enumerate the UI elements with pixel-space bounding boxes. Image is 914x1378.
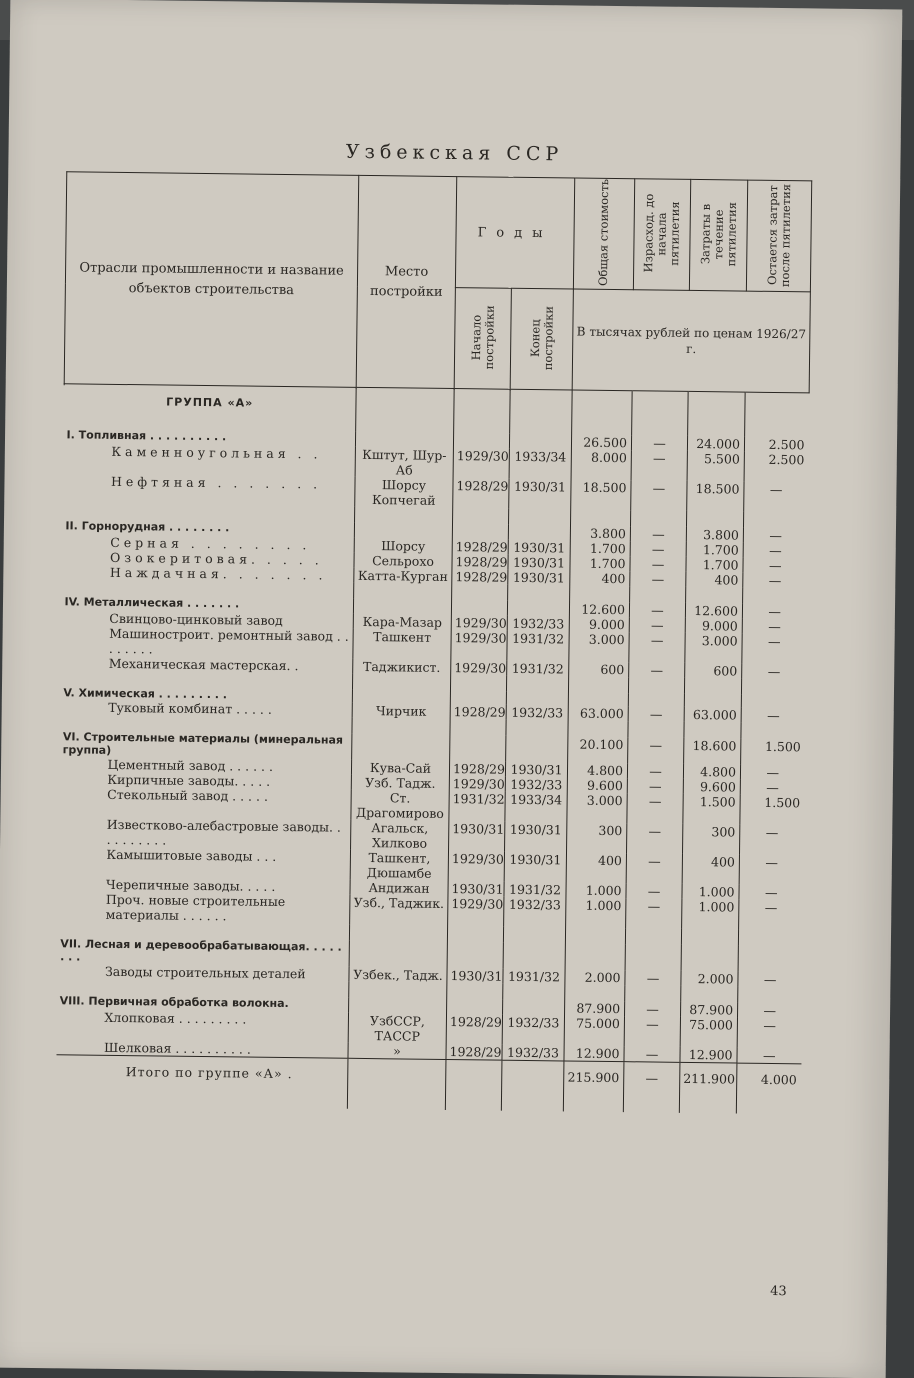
header-start: Начало постройки — [454, 288, 511, 390]
row-start: 1928/29 — [452, 554, 508, 570]
row-place — [354, 523, 452, 539]
row-total: 2.000 — [565, 969, 625, 985]
row-name: Заводы строительных деталей — [104, 963, 306, 982]
row-end — [506, 736, 568, 763]
row-total: 600 — [569, 661, 629, 677]
row-total: 12.900 — [564, 1045, 624, 1061]
row-end: 1931/32 — [504, 882, 566, 898]
row-total: 9.000 — [569, 616, 629, 632]
row-after: — — [737, 1018, 801, 1049]
row-during: 3.800 — [686, 527, 743, 543]
row-end: 1932/33 — [504, 897, 566, 928]
row-total: 63.000 — [568, 705, 628, 721]
row-during: 9.600 — [683, 779, 740, 795]
row-end: 1930/31 — [504, 852, 566, 883]
row-place: Андижан — [350, 880, 448, 896]
row-start: 1929/30 — [451, 615, 507, 631]
row-before: — — [630, 556, 686, 572]
row-place — [349, 941, 447, 968]
row-after: — — [739, 855, 803, 886]
row-before: — — [627, 823, 683, 854]
header-end: Конец постройки — [510, 288, 573, 390]
row-start: 1929/30 — [449, 776, 505, 792]
row-start — [450, 735, 506, 762]
row-after: — — [744, 482, 808, 513]
row-total: 8.000 — [571, 449, 631, 480]
total-before: — — [623, 1062, 680, 1113]
row-start — [447, 999, 503, 1015]
row-during: 63.000 — [684, 707, 741, 723]
row-total: 1.700 — [570, 555, 630, 571]
row-end: 1932/33 — [502, 1015, 564, 1046]
row-before: — — [624, 1046, 680, 1062]
row-place: Узбек., Тадж. — [349, 967, 447, 983]
row-after: — — [742, 634, 806, 665]
row-during: 87.900 — [681, 1002, 738, 1018]
row-place — [349, 998, 447, 1014]
row-during: 1.000 — [682, 899, 739, 930]
row-during: 2.000 — [681, 971, 738, 987]
row-start: 1928/29 — [446, 1044, 502, 1060]
row-during: 12.900 — [680, 1047, 737, 1063]
row-before: — — [631, 450, 687, 481]
row-during: 24.000 — [687, 436, 744, 452]
row-end — [507, 601, 569, 617]
row-before: — — [627, 778, 683, 794]
row-start: 1929/30 — [451, 660, 507, 676]
row-place: Узб. Тадж. — [351, 775, 449, 791]
row-before: — — [630, 541, 686, 557]
row-start: 1928/29 — [452, 569, 508, 585]
row-after: — — [737, 1048, 801, 1064]
row-before: — — [630, 571, 686, 587]
row-end: 1932/33 — [506, 705, 568, 721]
row-name: IV. Металлическая . . . . . . . — [64, 595, 240, 611]
row-after: — — [742, 619, 806, 635]
row-place: Ташкент — [353, 629, 451, 660]
header-spent-during: Затраты в течение пятилетия — [689, 179, 747, 291]
row-end: 1930/31 — [508, 555, 570, 571]
row-after: — — [740, 780, 804, 796]
row-end — [508, 525, 570, 541]
row-name: Известково-алебастровые заводы. . . . . . . . . . — [106, 816, 342, 848]
row-after: — — [743, 543, 807, 559]
row-start: 1928/29 — [452, 539, 508, 555]
row-before: — — [626, 853, 682, 884]
empty-cell — [347, 1058, 446, 1110]
row-start — [447, 942, 503, 969]
row-total — [565, 943, 625, 970]
row-before: — — [625, 1001, 681, 1017]
row-start — [452, 524, 508, 540]
row-place: Таджикист. — [353, 659, 451, 675]
row-end: 1930/31 — [505, 822, 567, 853]
row-after: — — [742, 664, 806, 680]
row-start — [453, 433, 509, 449]
row-after: 2.500 — [744, 437, 808, 453]
row-name: Каменноугольная . . — [111, 443, 322, 462]
row-total: 12.600 — [569, 601, 629, 617]
construction-table — [55, 171, 812, 1114]
row-before — [628, 693, 684, 707]
row-before: — — [626, 898, 682, 929]
row-name: Нефтяная . . . . . . . — [110, 473, 322, 492]
row-after: 1.500 — [740, 795, 804, 826]
row-during: 1.500 — [683, 794, 740, 825]
page-title: Узбекская ССР — [345, 140, 564, 166]
row-start: 1929/30 — [448, 851, 504, 882]
row-place: Агальск, Хилково — [351, 820, 449, 851]
page-number: 43 — [770, 1283, 787, 1300]
row-total: 1.700 — [570, 540, 630, 556]
row-during: 9.000 — [685, 618, 742, 634]
row-before: — — [630, 526, 686, 542]
row-name: Стекольный завод . . . . . — [107, 786, 269, 804]
row-name: Озокеритовая. . . . . — [109, 549, 323, 568]
header-units: В тысячах рублей по ценам 1926/27 г. — [572, 289, 810, 393]
row-place: Кара-Мазар — [353, 614, 451, 630]
row-before: — — [626, 883, 682, 899]
total-cost: 215.900 — [563, 1061, 624, 1112]
row-name: VII. Лесная и деревообрабатывающая. . . . . . . . — [60, 937, 342, 964]
row-name: VI. Строительные материалы (минеральная группа) — [62, 730, 344, 757]
table-body — [55, 384, 809, 1115]
row-end: 1932/33 — [507, 616, 569, 632]
row-total: 3.000 — [569, 631, 629, 662]
row-during: 75.000 — [680, 1017, 737, 1048]
row-place: Узб., Таджик. — [350, 895, 448, 926]
row-after: — — [740, 765, 804, 781]
row-start: 1930/31 — [448, 881, 504, 897]
row-before: — — [625, 970, 681, 986]
row-before: — — [627, 763, 683, 779]
row-name: Черепичные заводы. . . . . — [105, 876, 276, 894]
row-total — [568, 692, 628, 706]
row-during: 12.600 — [685, 603, 742, 619]
row-before: — — [628, 737, 684, 764]
row-name: I. Топливная . . . . . . . . . . — [66, 428, 227, 444]
total-during: 211.900 — [679, 1062, 737, 1113]
group-title: ГРУППА «А» — [166, 395, 254, 410]
row-total: 87.900 — [565, 1000, 625, 1016]
row-start: 1930/31 — [449, 821, 505, 852]
row-place — [353, 599, 451, 615]
row-end: 1933/34 — [509, 449, 571, 480]
row-name: Проч. новые строительные материалы . . . . . . — [105, 891, 286, 924]
row-before — [625, 944, 681, 971]
row-total: 9.600 — [567, 777, 627, 793]
row-during: 5.500 — [687, 451, 744, 482]
row-end: 1931/32 — [507, 631, 569, 662]
row-during: 1.000 — [682, 884, 739, 900]
row-name: Камышитовые заводы . . . — [106, 846, 277, 864]
row-place: Шорсу Копчегай — [355, 477, 453, 508]
row-start: 1929/30 — [453, 448, 509, 479]
row-name: Серная . . . . . . . . — [110, 534, 311, 553]
row-after: — — [743, 573, 807, 589]
row-start: 1929/30 — [448, 896, 504, 927]
row-end: 1933/34 — [505, 792, 567, 823]
row-end: 1931/32 — [507, 661, 569, 677]
row-place: Кштут, Шур-Аб — [355, 447, 453, 478]
row-before: — — [631, 480, 687, 511]
header-years: Годы — [455, 177, 574, 289]
row-after: — — [743, 528, 807, 544]
row-name: Наждачная. . . . . . . — [109, 564, 327, 583]
row-end: 1930/31 — [508, 540, 570, 556]
row-after: — — [741, 708, 805, 724]
header-total-cost: Общая стоимость — [573, 178, 634, 290]
row-name: Кирпичные заводы. . . . . — [107, 771, 271, 789]
row-name: Шелковая . . . . . . . . . . — [103, 1039, 251, 1057]
row-start: 1931/32 — [449, 791, 505, 822]
row-before: — — [629, 662, 685, 678]
row-total: 3.000 — [567, 792, 627, 823]
row-name: II. Горнорудная . . . . . . . . — [65, 519, 230, 535]
row-start: 1930/31 — [447, 968, 503, 984]
row-start: 1928/29 — [453, 478, 509, 509]
row-place: Ташкент, Дюшамбе — [350, 850, 448, 881]
row-start: 1928/29 — [450, 704, 506, 720]
row-name: Цементный завод . . . . . . — [107, 756, 274, 774]
row-during: 300 — [683, 824, 740, 855]
row-end: 1932/33 — [505, 777, 567, 793]
row-during: 1.700 — [686, 542, 743, 558]
row-total: 1.000 — [566, 897, 626, 928]
row-after: — — [738, 972, 802, 988]
row-start — [450, 691, 506, 705]
row-end: 1930/31 — [508, 570, 570, 586]
row-start: 1928/29 — [446, 1014, 502, 1045]
row-total: 26.500 — [571, 434, 631, 450]
row-place: Шорсу — [354, 538, 452, 554]
row-total: 75.000 — [564, 1015, 624, 1046]
empty-cell — [445, 1060, 502, 1111]
header-spent-before: Израсход. до начала пятилетия — [633, 179, 690, 291]
row-end: 1932/33 — [502, 1045, 564, 1061]
row-after: 1.500 — [741, 739, 805, 766]
row-during — [681, 945, 738, 972]
row-end: 1930/31 — [509, 479, 571, 510]
row-during: 18.500 — [687, 481, 744, 512]
row-place — [352, 734, 450, 761]
row-place: » — [348, 1043, 446, 1060]
row-start: 1928/29 — [449, 761, 505, 777]
row-during: 600 — [685, 663, 742, 679]
row-place: УзбССР, ТАССР — [348, 1013, 446, 1044]
row-before: — — [629, 617, 685, 633]
row-during: 3.000 — [685, 633, 742, 664]
row-during: 18.600 — [684, 738, 741, 765]
row-name: Механическая мастерская. . — [108, 655, 299, 674]
row-place: Сельрохо — [354, 553, 452, 569]
row-name: Туковый комбинат . . . . . — [108, 699, 272, 717]
row-total: 18.500 — [571, 479, 631, 510]
header-place: Место постройки — [356, 175, 457, 388]
row-before: — — [624, 1016, 680, 1047]
row-during: 400 — [686, 572, 743, 588]
row-place: Катта-Курган — [354, 568, 452, 584]
row-during: 4.800 — [683, 764, 740, 780]
row-after — [738, 946, 802, 973]
row-before: — — [627, 793, 683, 824]
row-name: Машиностроит. ремонтный завод . . . . . . . . — [108, 625, 349, 657]
empty-cell — [501, 1060, 564, 1111]
row-end: 1931/32 — [503, 969, 565, 985]
row-end: 1930/31 — [505, 762, 567, 778]
row-before: — — [629, 602, 685, 618]
row-place: Чирчик — [352, 703, 450, 719]
row-place: Ст. Драгомирово — [351, 790, 449, 821]
row-before: — — [628, 706, 684, 722]
row-total: 400 — [566, 852, 626, 883]
row-after: — — [740, 825, 804, 856]
row-end — [503, 943, 565, 970]
row-total: 1.000 — [566, 882, 626, 898]
row-total: 300 — [567, 822, 627, 853]
row-before: — — [631, 435, 687, 451]
row-name: Хлопковая . . . . . . . . . — [104, 1009, 247, 1027]
total-row — [55, 1055, 801, 1115]
row-after: — — [743, 558, 807, 574]
row-after — [741, 695, 805, 709]
row-total: 4.800 — [567, 762, 627, 778]
total-label: Итого по группе «А» . — [55, 1055, 348, 1109]
row-name: VIII. Первичная обработка волокна. — [59, 994, 289, 1011]
row-end — [509, 434, 571, 450]
row-before: — — [629, 632, 685, 663]
row-total: 20.100 — [568, 736, 628, 763]
row-during: 400 — [682, 854, 739, 885]
row-end — [503, 1000, 565, 1016]
row-start — [451, 600, 507, 616]
row-name: V. Химическая . . . . . . . . . — [63, 686, 228, 702]
row-place — [355, 432, 453, 448]
row-total: 3.800 — [570, 525, 630, 541]
row-after: — — [738, 1003, 802, 1019]
header-sector: Отрасли промышленности и название объектов строительства — [64, 172, 359, 388]
row-name: Свинцово-цинковый завод — [109, 610, 283, 628]
row-after: — — [739, 900, 803, 931]
row-end — [506, 692, 568, 706]
row-after: 2.500 — [744, 452, 808, 483]
row-during — [684, 694, 741, 708]
total-after: 4.000 — [736, 1063, 801, 1114]
row-place — [352, 690, 450, 704]
row-start: 1929/30 — [451, 630, 507, 661]
header-remaining-after: Остается затрат после пятилетия — [746, 180, 811, 292]
row-total: 400 — [570, 570, 630, 586]
row-after: — — [742, 604, 806, 620]
row-place: Кува-Сай — [351, 760, 449, 776]
row-after: — — [739, 885, 803, 901]
row-during: 1.700 — [686, 557, 743, 573]
